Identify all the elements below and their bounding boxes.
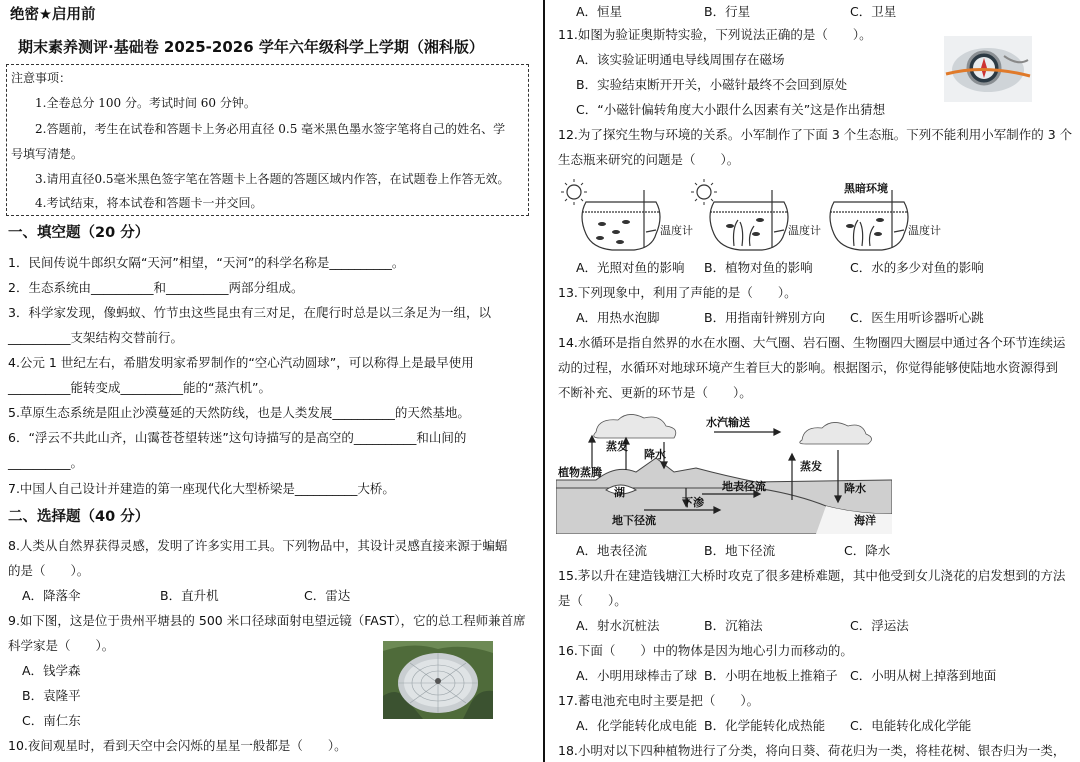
water-cycle-diagram bbox=[556, 410, 892, 534]
question-text: 9.如下图，这是位于贵州平塘县的 500 米口径球面射电望远镜（FAST），它的总工程师兼首席 bbox=[8, 613, 526, 628]
option: B．化学能转化成热能 bbox=[704, 718, 826, 733]
option: A．钱学森 bbox=[22, 663, 81, 678]
question-text: 科学家是（ ）。 bbox=[8, 638, 115, 653]
option: A．射水沉桩法 bbox=[576, 618, 660, 633]
diagram-label: 地表径流 bbox=[722, 480, 766, 493]
option: C．“小磁针偏转角度大小跟什么因素有关”这是作出猜想 bbox=[576, 102, 886, 117]
thermometer-label: 温度计 bbox=[660, 224, 693, 237]
thermometer-label: 温度计 bbox=[788, 224, 821, 237]
question-text: 13.下列现象中，利用了声能的是（ ）。 bbox=[558, 285, 797, 300]
question-text: __________能转变成__________能的“蒸汽机”。 bbox=[8, 380, 271, 395]
diagram-label: 蒸发 bbox=[800, 460, 822, 473]
question-text: 2．生态系统由__________和__________两部分组成。 bbox=[8, 280, 304, 295]
dark-environment-label: 黑暗环境 bbox=[844, 182, 888, 195]
option: C．雷达 bbox=[304, 588, 351, 603]
option: B．地下径流 bbox=[704, 543, 776, 558]
option: C．电能转化成化学能 bbox=[850, 718, 972, 733]
column-divider bbox=[543, 0, 545, 762]
option: B．沉箱法 bbox=[704, 618, 763, 633]
option: B．行星 bbox=[704, 4, 751, 19]
sun-icon bbox=[561, 179, 587, 205]
sun-icon bbox=[691, 179, 717, 205]
right-column bbox=[548, 0, 1080, 762]
question-text: 10.夜间观星时，看到天空中会闪烁的星星一般都是（ ）。 bbox=[8, 738, 347, 753]
option: B．实验结束断开开关，小磁针最终不会回到原处 bbox=[576, 77, 848, 92]
question-text: 15.茅以升在建造钱塘江大桥时攻克了很多建桥难题，其中他受到女儿浇花的启发想到的方法 bbox=[558, 568, 1066, 583]
question-text: 12.为了探究生物与环境的关系。小军制作了下面 3 个生态瓶。下列不能利用小军制作的 3 个 bbox=[558, 127, 1073, 142]
diagram-label: 海洋 bbox=[854, 514, 876, 527]
question-text: 1．民间传说牛郎织女隔“天河”相望，“天河”的科学名称是__________。 bbox=[8, 255, 405, 270]
option: A．降落伞 bbox=[22, 588, 81, 603]
question-text: 不断补充、更新的环节是（ ）。 bbox=[558, 385, 752, 400]
option: A．恒星 bbox=[576, 4, 623, 19]
option: C．降水 bbox=[844, 543, 891, 558]
option: C．小明从树上掉落到地面 bbox=[850, 668, 997, 683]
question-text: 16.下面（ ）中的物体是因为地心引力而移动的。 bbox=[558, 643, 853, 658]
question-text: 生态瓶来研究的问题是（ ）。 bbox=[558, 152, 740, 167]
question-text: 是（ ）。 bbox=[558, 593, 627, 608]
option: C．水的多少对鱼的影响 bbox=[850, 260, 984, 275]
eco-bottles-diagram bbox=[560, 176, 952, 258]
question-text: 11.如图为验证奥斯特实验，下列说法正确的是（ ）。 bbox=[558, 27, 872, 42]
option: A．用热水泡脚 bbox=[576, 310, 660, 325]
diagram-label: 湖 bbox=[614, 486, 625, 499]
question-text: 动的过程，水循环对地球环境产生着巨大的影响。根据图示，你觉得能够使陆地水资源得到 bbox=[558, 360, 1059, 375]
diagram-label: 蒸发 bbox=[606, 440, 628, 453]
option: A．化学能转化成电能 bbox=[576, 718, 698, 733]
thermometer-label: 温度计 bbox=[908, 224, 941, 237]
exam-title: 期末素养测评·基础卷 2025-2026 学年六年级科学上学期（湘科版） bbox=[18, 38, 484, 56]
option: B．小明在地板上推箱子 bbox=[704, 668, 838, 683]
option: B．用指南针辨别方向 bbox=[704, 310, 826, 325]
option: B．植物对鱼的影响 bbox=[704, 260, 813, 275]
diagram-label: 下渗 bbox=[682, 496, 704, 509]
option: C．卫星 bbox=[850, 4, 897, 19]
option: A．小明用球棒击了球 bbox=[576, 668, 698, 683]
section-heading: 一、填空题（20 分） bbox=[8, 225, 150, 241]
notice-item: 号填写清楚。 bbox=[11, 147, 84, 161]
option: C．医生用听诊器听心跳 bbox=[850, 310, 984, 325]
question-text: 7.中国人自己设计并建造的第一座现代化大型桥梁是__________大桥。 bbox=[8, 481, 395, 496]
diagram-label: 降水 bbox=[644, 448, 666, 461]
question-text: 14.水循环是指自然界的水在水圈、大气圈、岩石圈、生物圈四大圈层中通过各个环节连续运 bbox=[558, 335, 1066, 350]
question-text: 3．科学家发现，像蚂蚁、竹节虫这些昆虫有三对足，在爬行时总是以三条足为一组，以 bbox=[8, 305, 491, 320]
option: A．该实验证明通电导线周围存在磁场 bbox=[576, 52, 785, 67]
fast-telescope-image bbox=[383, 641, 493, 719]
question-text: 的是（ ）。 bbox=[8, 563, 90, 578]
diagram-label: 降水 bbox=[844, 482, 866, 495]
compass-image bbox=[944, 36, 1032, 102]
notice-heading: 注意事项： bbox=[11, 71, 72, 85]
option: C．南仁东 bbox=[22, 713, 81, 728]
option: A．地表径流 bbox=[576, 543, 648, 558]
notice-item: 4.考试结束，将本试卷和答题卡一并交回。 bbox=[35, 196, 263, 210]
section-heading: 二、选择题（40 分） bbox=[8, 509, 150, 525]
question-text: 18.小明对以下四种植物进行了分类，将向日葵、荷花归为一类，将桂花树、银杏归为一类， bbox=[558, 743, 1066, 758]
notice-item: 1.全卷总分 100 分。考试时间 60 分钟。 bbox=[35, 96, 256, 110]
question-text: 8.人类从自然界获得灵感，发明了许多实用工具。下列物品中，其设计灵感直接来源于蝙蝠 bbox=[8, 538, 508, 553]
option: B．袁隆平 bbox=[22, 688, 81, 703]
notice-box bbox=[6, 64, 529, 216]
question-text: 17.蓄电池充电时主要是把（ ）。 bbox=[558, 693, 760, 708]
question-text: 6．“浮云不共此山齐，山霭苍苍望转迷”这句诗描写的是高空的__________和山间的 bbox=[8, 430, 467, 445]
option: B．直升机 bbox=[160, 588, 219, 603]
diagram-label: 植物蒸腾 bbox=[558, 466, 602, 479]
option: A．光照对鱼的影响 bbox=[576, 260, 685, 275]
question-text: __________支架结构交替前行。 bbox=[8, 330, 184, 345]
secret-label: 绝密★启用前 bbox=[10, 7, 96, 23]
notice-item: 2.答题前，考生在试卷和答题卡上务必用直径 0.5 毫米黑色墨水签字笔将自己的姓名、学 bbox=[35, 122, 506, 136]
diagram-label: 地下径流 bbox=[612, 514, 656, 527]
option: C．浮运法 bbox=[850, 618, 909, 633]
question-text: __________。 bbox=[8, 455, 84, 470]
notice-item: 3.请用直径0.5毫米黑色签字笔在答题卡上各题的答题区域内作答，在试题卷上作答无效。 bbox=[35, 172, 510, 186]
diagram-label: 水汽输送 bbox=[706, 416, 750, 429]
question-text: 4.公元 1 世纪左右，希腊发明家希罗制作的“空心汽动圆球”，可以称得上是最早使用 bbox=[8, 355, 474, 370]
question-text: 5.草原生态系统是阻止沙漠蔓延的天然防线，也是人类发展__________的天然基地。 bbox=[8, 405, 470, 420]
